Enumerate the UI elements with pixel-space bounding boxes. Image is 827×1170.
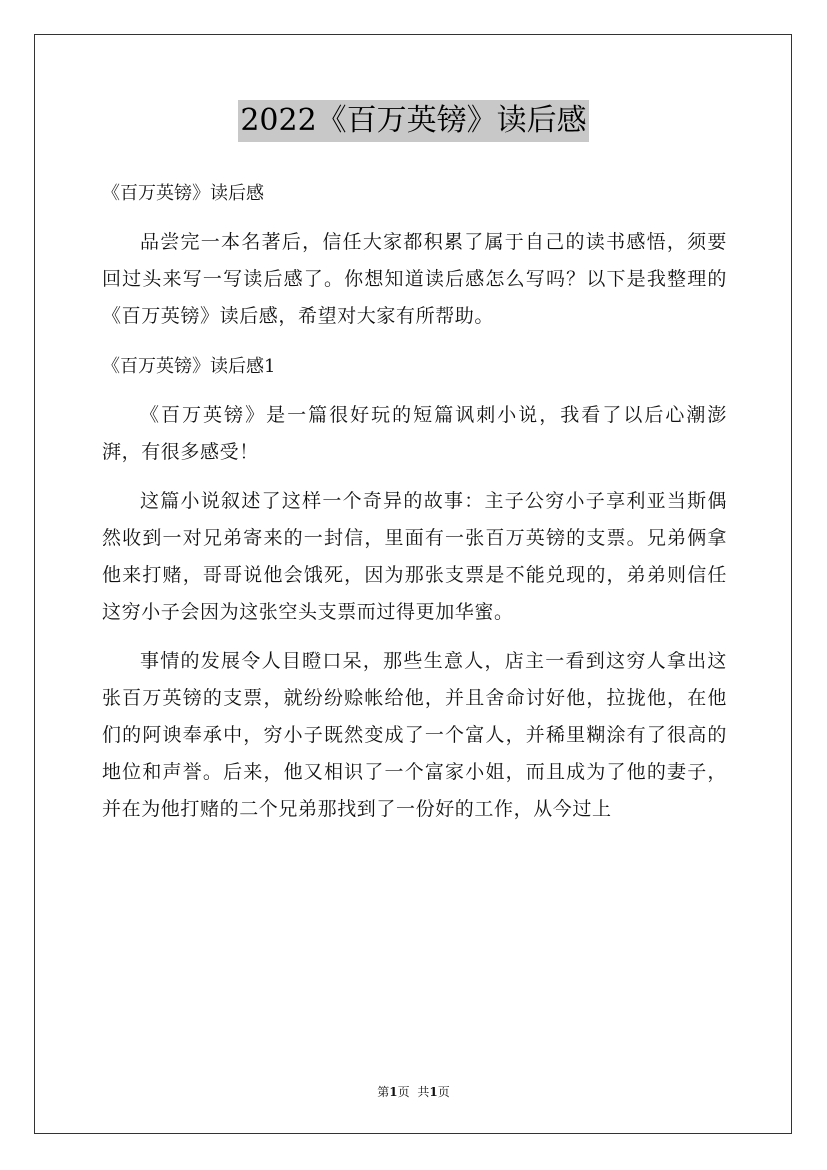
page-number-label: 第1页	[377, 1085, 410, 1099]
page-footer	[0, 1083, 827, 1100]
section-heading-1: 《百万英镑》读后感1	[102, 356, 276, 377]
total-pages-label: 共1页	[417, 1085, 450, 1099]
body-paragraph: 这篇小说叙述了这样一个奇异的故事：主子公穷小子享利亚当斯偶然收到一对兄弟寄来的一封信，里面有一张百万英镑的支票。兄弟俩拿他来打赌，哥哥说他会饿死，因为那张支票是不能兑现的，弟弟则信任这穷小子会因为这张空头支票而过得更加华蜜。	[102, 490, 727, 623]
body-paragraph: 《百万英镑》是一篇很好玩的短篇讽刺小说，我看了以后心潮澎湃，有很多感受！	[102, 404, 727, 463]
section-heading: 《百万英镑》读后感	[102, 183, 264, 204]
title-container	[0, 100, 827, 142]
document-title: 2022《百万英镑》读后感	[238, 100, 588, 142]
document-body	[102, 174, 727, 828]
intro-paragraph: 品尝完一本名著后，信任大家都积累了属于自己的读书感悟，须要回过头来写一写读后感了。你想知道读后感怎么写吗？以下是我整理的《百万英镑》读后感，希望对大家有所帮助。	[102, 231, 727, 327]
body-paragraph: 事情的发展令人目瞪口呆，那些生意人，店主一看到这穷人拿出这张百万英镑的支票，就纷纷赊帐给他，并且舍命讨好他，拉拢他，在他们的阿谀奉承中，穷小子既然变成了一个富人，并稀里糊涂有了很高的地位和声誉。后来，他又相识了一个富家小姐，而且成为了他的妻子，并在为他打赌的二个兄弟那找到了一份好的工作，从今过上	[102, 650, 727, 820]
